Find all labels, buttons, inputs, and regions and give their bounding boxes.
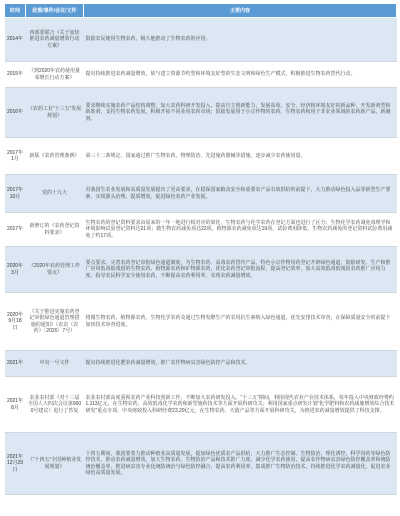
table-row: [5, 18, 397, 62]
table-row: [5, 351, 397, 377]
row-event: 《到2020年农药使用量零增长行动方案》: [26, 62, 84, 88]
row-content: 第三十二条规定，国家通过推广生物农药、物理防治、先进施药器械等措施，逐步减少农药使用量。: [84, 138, 397, 175]
row-year: 2021年12月29日: [5, 433, 26, 495]
row-event: 中央一号文件: [26, 351, 84, 377]
row-year: 2015年: [5, 62, 26, 88]
row-year: 2017年1月: [5, 138, 26, 175]
row-content: 对我国生农业发展和高质量发展提出了更高要求，在稳保国家粮食安全和重要农产品有效供给的前提下，大力推动绿色投入品等新型生产要素，实现源头治理、提质增效，促进绿色农药产业发展。: [84, 175, 397, 213]
table-row: [5, 377, 397, 433]
row-content: 农业农村部高度重视农药产业科技创新工作，不断加大农药研发投入。“十三五”期间，利用现代农业产业技术体系，每年投入中央财政经费约1.113亿元，在生物农药、高效低毒化学农药和新型施药技术等方面开展科研攻关；利用国家重点研发计划“化学肥料和农药减施增效综合技术研发”重点专项，中央财政投入科研经费23.29亿元，在生物农药、天敌产品等方面开展科研攻关，为推进农药减量增效提供了科技支撑。: [84, 377, 397, 433]
table-row: [5, 433, 397, 495]
row-content: 提出持续推进农药减量增效，依与建立资源节约型和环境友好型的生态文明和绿色生产模式，积极推进生物农药替代行动。: [84, 62, 397, 88]
header-content: 主要内容: [84, 4, 397, 18]
row-content: 鼓励农民使用生物农药、极大地推动了生物农药的应用。: [84, 18, 397, 62]
row-year: 2016年: [5, 88, 26, 138]
row-year: 2020年9月18日: [5, 293, 26, 351]
row-year: 2021年: [5, 351, 26, 377]
row-event: 四部委联合《关于加快推进农药减量增效行动方案》: [26, 18, 84, 62]
row-year: 2017年: [5, 213, 26, 247]
row-event: 新版《农药管理条例》: [26, 138, 84, 175]
row-event: 《关于推进实施农药登记审批绿色通道管理措施的通知》（农农（农药）〔2020〕7号）: [26, 293, 84, 351]
row-event: 农业农村部《对十三届全国人大四次会议第9000号建议》进行了答复: [26, 377, 84, 433]
row-year: 2017年10月: [5, 175, 26, 213]
row-content: 十四五期间，我国要着力推动种植业高质量发展，提加绿色优质农产品供给，大力推广生态控制、生物防治、理化诱控、科学用药等绿色防控技术，推动农药减量增效。加大生物农药、生物防治产品和技术推广力度，减少化学农药使用，提高农作物病虫害绿色防控覆盖率和统防统治覆盖率，推进病虫害专业化统防统治与绿色防控融合，提高农药利用率，集成推广生物防治技术，持续推进化学农药减量化，促进农业绿色高质量发展。: [84, 433, 397, 495]
row-content: 提出持续推进化肥农药减量增效，推广农作物病虫害绿色防控产品和技术。: [84, 351, 397, 377]
header-time: 时间: [5, 4, 26, 18]
row-content: 生物农药的登记资料要求由原来的一年一地进行相对应的简化，生物农药与化学农药在登记方面也进行了区分；生物化学农药减免毒理学和环境影响试验登记资料达21项；微生物农药减免项达22项，植物源农药减免项达19项，试验费用降低，生物农药减免的登记资料试验费用减免了约17项。: [84, 213, 397, 247]
policy-table: [4, 3, 397, 495]
row-year: 2021年8月: [5, 377, 26, 433]
row-year: 2014年: [5, 18, 26, 62]
table-row: [5, 293, 397, 351]
table-header-row: [5, 4, 397, 18]
row-event: 党的十九大: [26, 175, 84, 213]
table-row: [5, 213, 397, 247]
row-event: 新修订的《农药登记资料要求》: [26, 213, 84, 247]
row-content: 要求继续实施农药产品结构调整，加大农药科研开发投入，提高自主创新能力，发展高效、安全、经济和环境友好的新品种，开发新剂型和新助剂，支持生物农药发展，积极开拓不同业用农药市场；鼓励发展用于小宗作物的农药、生物农药和用于非农业领域的农药新产品、新制剂。: [84, 88, 397, 138]
header-policy: 政策/事件/会议/文件: [26, 4, 84, 18]
row-event: 《“十四五”全国种植业发展规划》: [26, 433, 84, 495]
table-row: [5, 138, 397, 175]
row-content: 将微生物农药、植物源农药、生物化学农药及通过生物发酵生产的农用抗生素纳入绿色通道，优先安排技术审查，在保障质量安全的前提下加快技术审查进度。: [84, 293, 397, 351]
table-row: [5, 175, 397, 213]
table-row: [5, 62, 397, 88]
row-content: 要点要求，完善农药登记审批绿色通道制度，为生物农药、高毒农药替代产品、特色小宗作物用药登记开辟绿色通道，鼓励研发、生产和推广应用低毒低残留的生物农药、植物源农药和矿物源农药，优化农药登记审批流程，提高登记效率，加大高效低毒低残留农药推广应用力度，指导农民科学安全使用农药，不断提高农药利用率，实现农药减量增效。: [84, 247, 397, 293]
row-year: 2020年3月: [5, 247, 26, 293]
row-event: 《2020年农药管理工作要点》: [26, 247, 84, 293]
row-event: 《农药工业“十三五”发展规划》: [26, 88, 84, 138]
table-row: [5, 247, 397, 293]
table-row: [5, 88, 397, 138]
